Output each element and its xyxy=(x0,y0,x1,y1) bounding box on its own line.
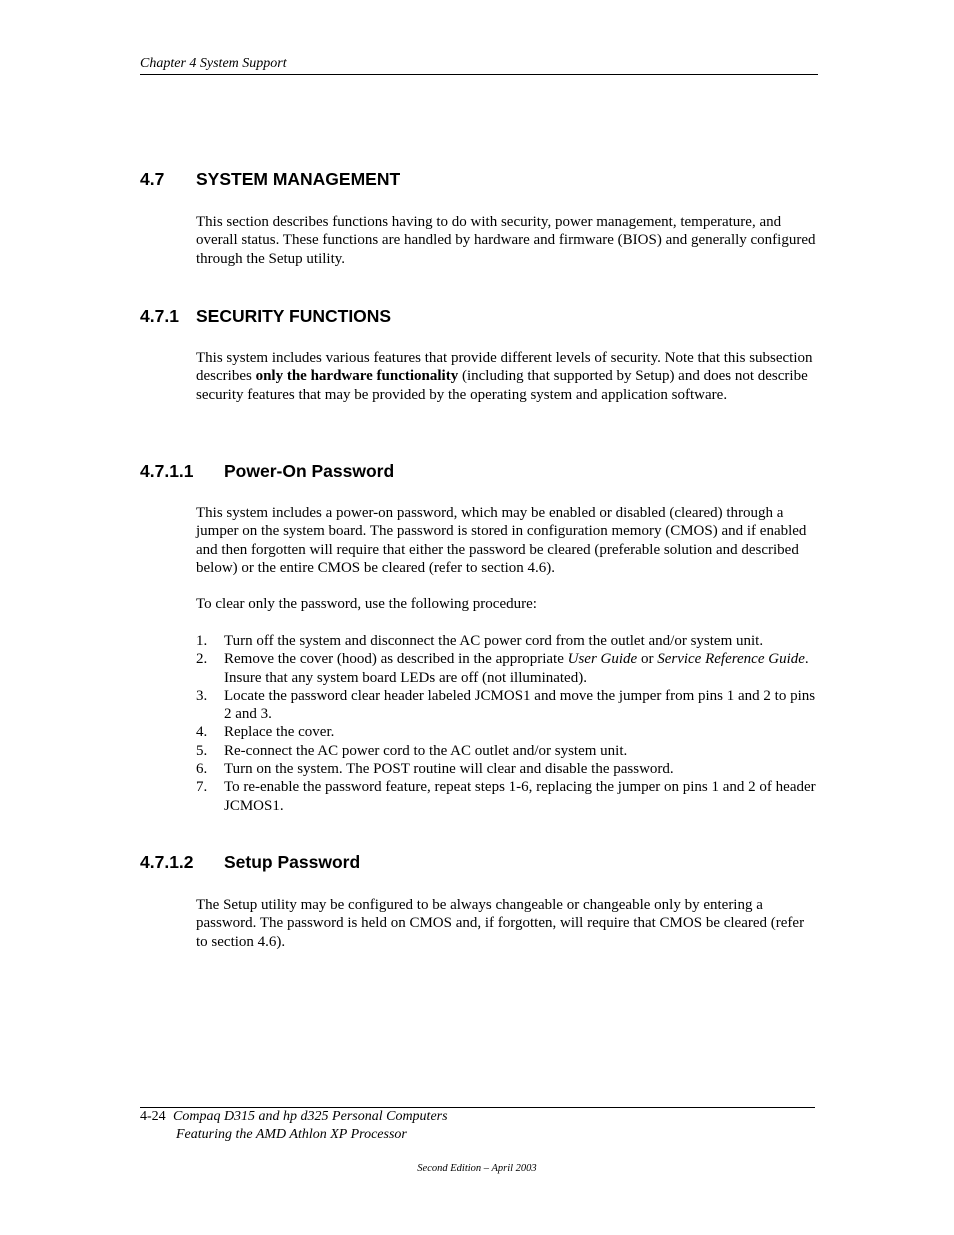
section-number: 4.7 xyxy=(140,169,165,189)
section-title: SYSTEM MANAGEMENT xyxy=(196,169,401,189)
section-title: SECURITY FUNCTIONS xyxy=(196,306,392,326)
list-item xyxy=(196,632,816,650)
page-number: 4-24 xyxy=(140,1109,166,1124)
step-number: 4. xyxy=(196,724,208,741)
footer-rule xyxy=(140,1107,815,1108)
edition-note: Second Edition – April 2003 xyxy=(417,1163,537,1174)
step-number: 6. xyxy=(196,761,208,778)
step-number: 3. xyxy=(196,687,208,704)
running-header: Chapter 4 System Support xyxy=(140,56,287,71)
step-number: 2. xyxy=(196,651,208,668)
section-4-7-1-body xyxy=(196,349,816,404)
step-number: 5. xyxy=(196,742,208,759)
list-item xyxy=(196,687,816,724)
list-item xyxy=(196,650,816,687)
doc-title-service-reference: Service Reference Guide xyxy=(657,651,805,668)
bold-emphasis: only the hardware functionality xyxy=(255,368,459,385)
section-heading-4-7-1-2 xyxy=(140,852,360,873)
step-text: Remove the cover (hood) as described in the appropriate xyxy=(224,651,568,668)
step-text: Replace the cover. xyxy=(224,724,335,741)
section-heading-4-7-1 xyxy=(140,306,391,327)
step-text: Turn on the system. The POST routine will clear and disable the password. xyxy=(224,761,674,778)
section-number: 4.7.1 xyxy=(140,306,179,326)
step-number: 1. xyxy=(196,633,208,649)
footer-title-line1: Compaq D315 and hp d325 Personal Computers xyxy=(173,1109,448,1124)
step-text: . Insure that any system board LEDs are off (not illuminated). xyxy=(224,651,809,686)
list-item xyxy=(196,723,816,741)
header-rule xyxy=(140,74,818,75)
list-item xyxy=(196,760,816,778)
body-text: This system includes various features that provide different levels of security. Note that this subsection describes xyxy=(196,350,813,385)
list-item xyxy=(196,778,816,815)
step-number: 7. xyxy=(196,779,208,796)
step-text: Turn off the system and disconnect the AC power cord from the outlet and/or system unit. xyxy=(224,633,764,649)
body-text: (including that supported by Setup) and does not describe security features that may be provided by the operating system and application software. xyxy=(196,368,808,403)
section-4-7-1-2-body: The Setup utility may be configured to be always changeable or changeable only by entering a password. The password is held on CMOS and, if forgotten, will require that CMOS be cleared (refer to section 4.6). xyxy=(196,897,805,950)
footer-title-line2: Featuring the AMD Athlon XP Processor xyxy=(176,1127,407,1142)
section-heading-4-7-1-1 xyxy=(140,461,394,482)
step-text: Re-connect the AC power cord to the AC outlet and/or system unit. xyxy=(224,742,628,759)
procedure-steps xyxy=(196,632,816,815)
section-number: 4.7.1.1 xyxy=(140,461,194,481)
section-4-7-1-1-body: This system includes a power-on password, which may be enabled or disabled (cleared) through a jumper on the system board. The password is stored in configuration memory (CMOS) and if enabled and then forgotten will require that either the password be cleared (preferable solution and described below) or the entire CMOS be cleared (refer to section 4.6). xyxy=(196,505,807,576)
step-text: or xyxy=(637,651,658,668)
step-text: To re-enable the password feature, repeat steps 1-6, replacing the jumper on pins 1 and 2 of header JCMOS1. xyxy=(224,779,816,814)
list-item xyxy=(196,742,816,760)
section-4-7-body: This section describes functions having to do with security, power management, temperature, and overall status. These functions are handled by hardware and firmware (BIOS) and generally configured through the Setup utility. xyxy=(196,214,816,267)
section-title: Setup Password xyxy=(224,852,361,872)
step-text: Locate the password clear header labeled JCMOS1 and move the jumper from pins 1 and 2 to pins 2 and 3. xyxy=(224,687,816,723)
procedure-intro: To clear only the password, use the following procedure: xyxy=(196,596,537,612)
doc-title-user-guide: User Guide xyxy=(567,651,638,668)
section-number: 4.7.1.2 xyxy=(140,852,194,872)
section-title: Power-On Password xyxy=(224,461,395,481)
section-heading-4-7 xyxy=(140,169,400,190)
